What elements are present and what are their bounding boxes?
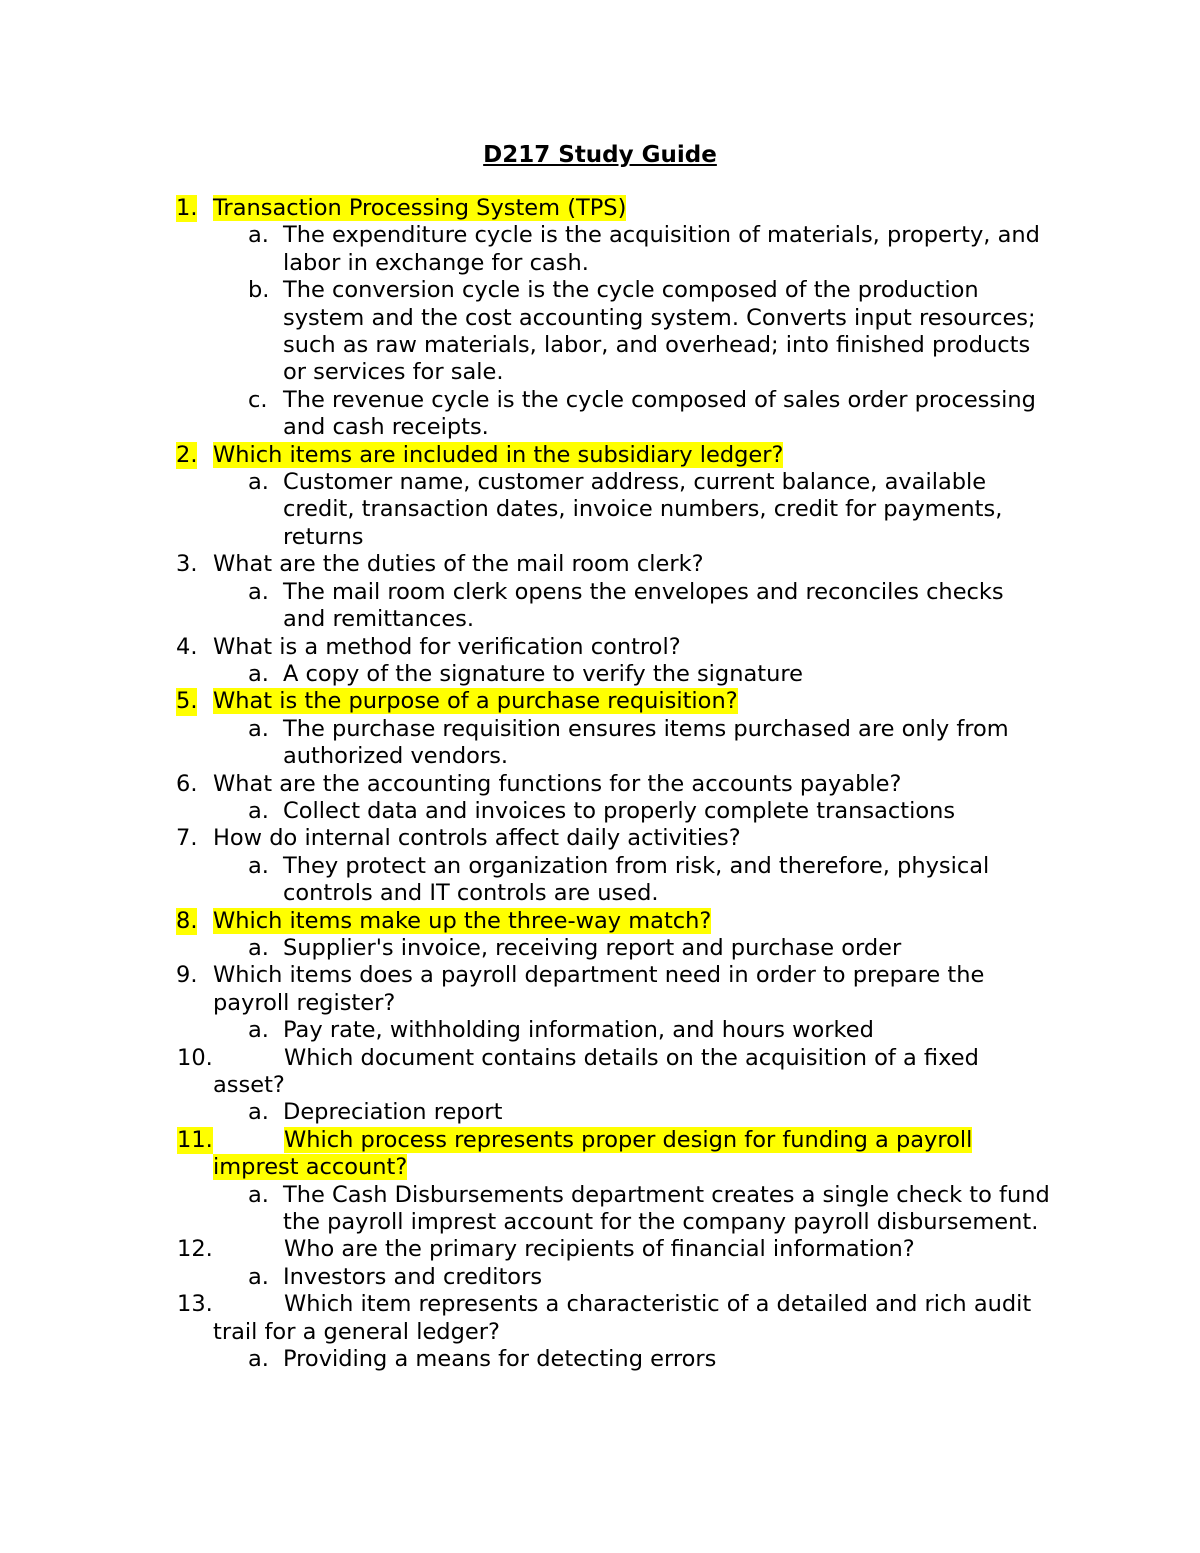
answer-item — [248, 1181, 1053, 1237]
question-item — [176, 962, 1043, 1017]
answer-letter: a. — [248, 1099, 269, 1126]
answer-item — [248, 660, 1053, 688]
question-item — [176, 907, 1043, 935]
answer-text: Customer name, customer address, current balance, available credit, transaction dates, invoice numbers, credit for payments, returns — [283, 469, 1003, 550]
answer-letter: a. — [248, 1263, 269, 1290]
answer-text: Providing a means for detecting errors — [283, 1346, 717, 1373]
question-number: 11. — [177, 1126, 213, 1153]
question-item — [176, 688, 1043, 715]
answer-text: Investors and creditors — [283, 1263, 543, 1290]
answer-letter: a. — [248, 934, 269, 961]
answer-item — [248, 578, 1053, 634]
question-label: What are the duties of the mail room clerk? — [213, 551, 704, 578]
answer-text: A copy of the signature to verify the signature — [283, 660, 803, 687]
answer-letter: a. — [248, 578, 269, 605]
study-guide-list — [0, 195, 1200, 1373]
answer-text: The conversion cycle is the cycle composed of the production system and the cost accounting system. Converts input resources; such as raw materials, labor, and overhead; into finished products or services for sale. — [283, 277, 1036, 386]
answer-letter: a. — [248, 222, 269, 249]
answer-letter: a. — [248, 469, 269, 496]
answer-item — [248, 1017, 1053, 1044]
answer-text: They protect an organization from risk, and therefore, physical controls and IT controls are used. — [283, 852, 990, 907]
answer-text: The mail room clerk opens the envelopes and reconciles checks and remittances. — [283, 578, 1004, 633]
answer-letter: b. — [248, 277, 270, 304]
answer-letter: a. — [248, 797, 269, 824]
answer-text: The Cash Disbursements department creates a single check to fund the payroll imprest account for the company payroll disbursement. — [283, 1181, 1050, 1236]
answer-text: The revenue cycle is the cycle composed of sales order processing and cash receipts. — [283, 386, 1036, 441]
answer-item — [248, 852, 1053, 908]
question-item — [176, 441, 1043, 469]
question-item — [176, 825, 1043, 852]
answer-letter: a. — [248, 715, 269, 742]
answer-item — [248, 386, 1053, 442]
answer-item — [248, 277, 1053, 387]
question-label: Transaction Processing System (TPS) — [213, 195, 627, 221]
question-label: What is the purpose of a purchase requisition? — [213, 688, 738, 715]
answer-item — [248, 222, 1053, 277]
answer-letter: c. — [248, 386, 268, 413]
question-number: 12. — [177, 1236, 213, 1263]
answer-item — [248, 1263, 1053, 1291]
answer-text: The expenditure cycle is the acquisition of materials, property, and labor in exchange for cash. — [283, 222, 1040, 276]
answer-text: Collect data and invoices to properly complete transactions — [283, 797, 956, 824]
question-number: 5. — [176, 688, 198, 715]
question-label: Which document contains details on the acquisition of a fixed asset? — [213, 1044, 979, 1098]
question-number: 9. — [176, 962, 198, 989]
answer-letter: a. — [248, 1017, 269, 1044]
question-item — [176, 195, 1043, 222]
question-number: 2. — [176, 441, 198, 468]
answer-text: Supplier's invoice, receiving report and purchase order — [283, 934, 902, 961]
question-item — [177, 1044, 1043, 1100]
question-label: Who are the primary recipients of financial information? — [284, 1236, 915, 1263]
answer-item — [248, 797, 1053, 825]
answer-letter: a. — [248, 852, 269, 879]
question-label: What is a method for verification control? — [213, 633, 681, 660]
question-number: 3. — [176, 551, 198, 578]
answer-letter: a. — [248, 1181, 269, 1208]
question-label: Which process represents proper design for funding a payroll imprest account? — [213, 1126, 973, 1181]
answer-letter: a. — [248, 1346, 269, 1373]
answer-item — [248, 469, 1053, 551]
question-item — [177, 1126, 1043, 1182]
answer-item — [248, 1099, 1053, 1126]
question-item — [176, 551, 1043, 578]
answer-item — [248, 1346, 1053, 1373]
answer-letter: a. — [248, 660, 269, 687]
answer-item — [248, 715, 1053, 771]
question-label: What are the accounting functions for the accounts payable? — [213, 770, 902, 797]
question-number: 13. — [177, 1291, 213, 1318]
question-item — [176, 633, 1043, 661]
answer-text: Pay rate, withholding information, and hours worked — [283, 1017, 874, 1044]
question-item — [177, 1236, 1043, 1263]
question-number: 1. — [176, 195, 198, 221]
document-title: D217 Study Guide — [483, 142, 717, 168]
question-label: Which items does a payroll department need in order to prepare the payroll register? — [213, 962, 985, 1016]
answer-item — [248, 934, 1053, 962]
question-label: Which items make up the three-way match? — [213, 907, 712, 934]
question-item — [177, 1291, 1043, 1346]
question-number: 6. — [176, 770, 198, 797]
question-number: 4. — [176, 633, 198, 660]
question-number: 8. — [176, 907, 198, 934]
answer-text: Depreciation report — [283, 1099, 503, 1126]
question-number: 10. — [177, 1044, 213, 1071]
answer-text: The purchase requisition ensures items purchased are only from authorized vendors. — [283, 715, 1009, 770]
question-label: Which items are included in the subsidiary ledger? — [213, 441, 784, 468]
question-number: 7. — [176, 825, 198, 852]
question-item — [176, 770, 1043, 798]
question-label: How do internal controls affect daily activities? — [213, 825, 741, 852]
question-label: Which item represents a characteristic of a detailed and rich audit trail for a general ledger? — [213, 1291, 1032, 1345]
